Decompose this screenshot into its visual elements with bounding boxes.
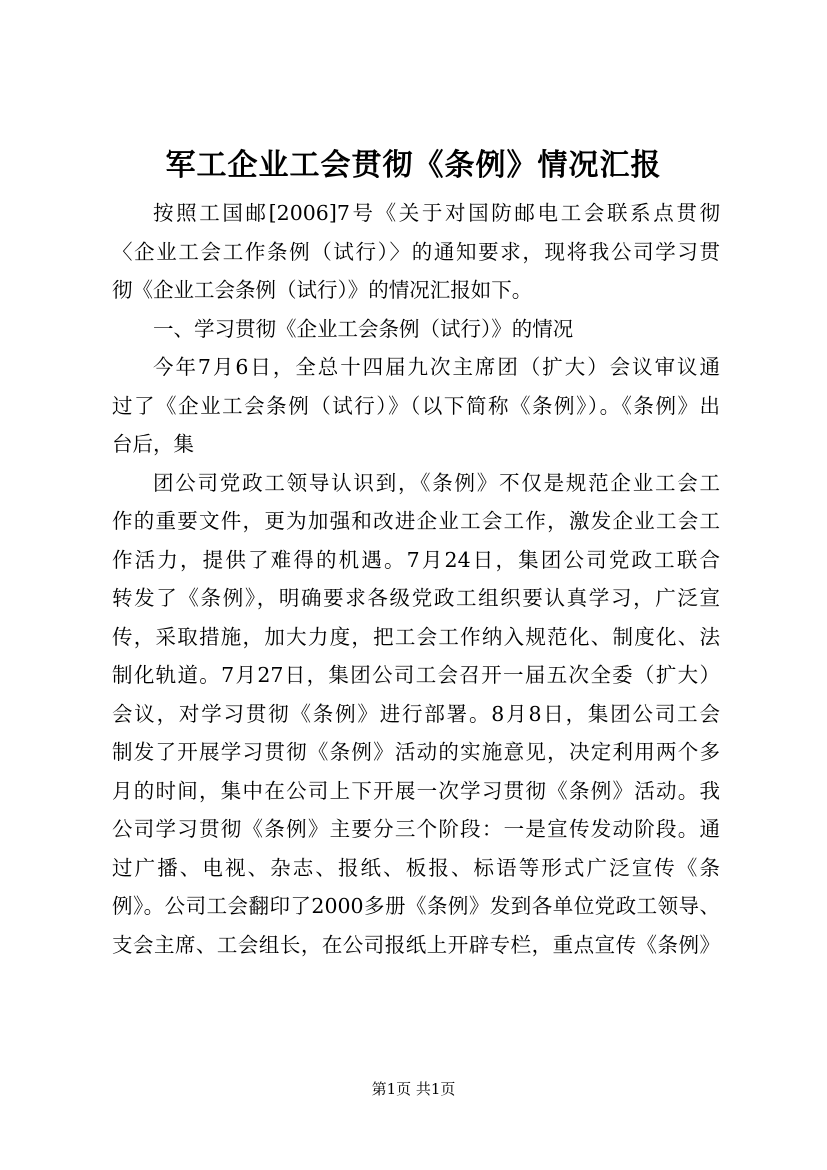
page-number: 第1页 共1页 xyxy=(371,1080,456,1098)
body-line: 过了《企业工会条例（试行）》（以下简称《条例》）。《条例》出 xyxy=(112,393,720,418)
body-line: 会议，对学习贯彻《条例》进行部署。8月8日，集团公司工会 xyxy=(112,701,720,726)
body-line: 过广播、电视、杂志、报纸、板报、标语等形式广泛宣传《条 xyxy=(112,855,720,880)
body-line: 制化轨道。7月27日，集团公司工会召开一届五次全委（扩大） xyxy=(112,663,720,687)
body-line: 公司学习贯彻《条例》主要分三个阶段：一是宣传发动阶段。通 xyxy=(112,817,720,841)
body-line: 传，采取措施，加大力度，把工会工作纳入规范化、制度化、法 xyxy=(112,624,720,649)
body-line: 转发了《条例》，明确要求各级党政工组织要认真学习，广泛宣 xyxy=(112,586,720,610)
body-line: 按照工国邮[2006]7号《关于对国防邮电工会联系点贯彻 xyxy=(153,201,720,225)
body-line: 彻《企业工会条例（试行）》的情况汇报如下。 xyxy=(112,278,533,302)
document-title: 军工企业工会贯彻《条例》情况汇报 xyxy=(165,148,662,183)
body-line: 团公司党政工领导认识到，《条例》不仅是规范企业工会工 xyxy=(153,470,720,495)
body-line: 台后，集 xyxy=(112,432,194,456)
body-line: 今年7月6日，全总十四届九次主席团（扩大）会议审议通 xyxy=(153,355,720,379)
section-heading: 一、学习贯彻《企业工会条例（试行）》的情况 xyxy=(153,316,574,341)
body-line: 例》。公司工会翻印了2000多册《条例》发到各单位党政工领导、 xyxy=(112,894,720,918)
body-line: 作活力，提供了难得的机遇。7月24日，集团公司党政工联合 xyxy=(112,547,720,572)
body-line: 支会主席、工会组长，在公司报纸上开辟专栏，重点宣传《条例》 xyxy=(112,932,720,957)
body-line: 月的时间，集中在公司上下开展一次学习贯彻《条例》活动。我 xyxy=(112,778,720,803)
document-body xyxy=(112,194,720,964)
body-line: 制发了开展学习贯彻《条例》活动的实施意见，决定利用两个多 xyxy=(112,740,720,764)
body-line: 〈企业工会工作条例（试行）〉的通知要求，现将我公司学习贯 xyxy=(112,239,720,264)
body-line: 作的重要文件，更为加强和改进企业工会工作，激发企业工会工 xyxy=(112,509,720,533)
